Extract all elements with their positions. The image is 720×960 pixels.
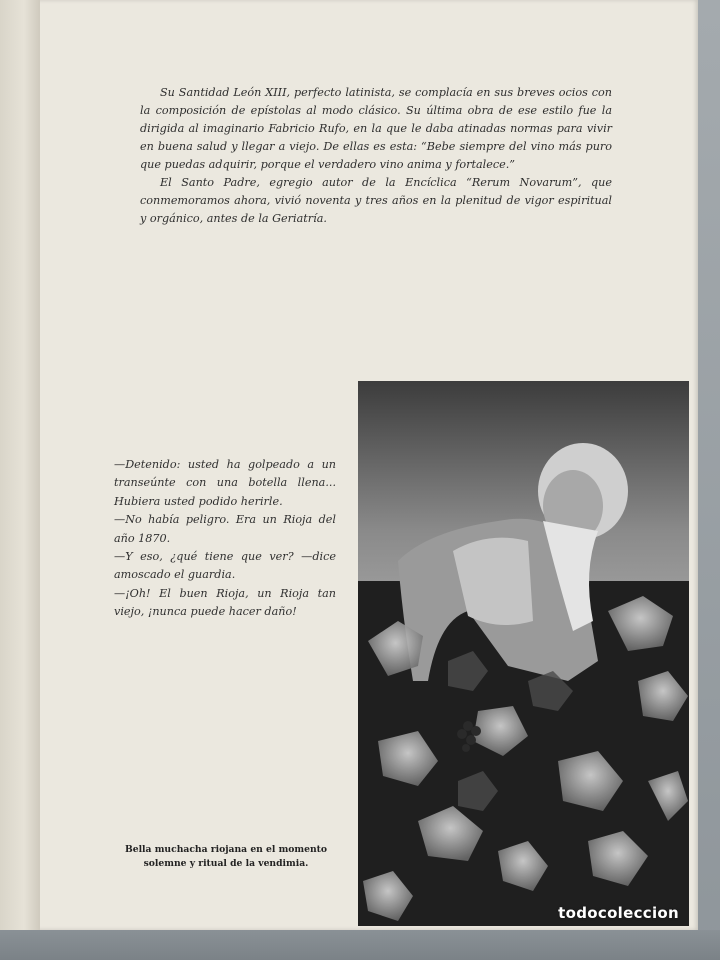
- vineyard-photo: [358, 381, 689, 926]
- dialogue-line: —Y eso, ¿qué tiene que ver? —dice amoscado el guardia.: [114, 550, 336, 582]
- page-edge-binding: [0, 0, 40, 960]
- photo-illustration: [358, 381, 689, 926]
- dialogue-line: —No había peligro. Era un Rioja del año 1870.: [114, 513, 336, 545]
- watermark-text: todocoleccion: [558, 904, 679, 922]
- dialogue-line: —¡Oh! El buen Rioja, un Rioja tan viejo, ¡nunca puede hacer daño!: [114, 586, 336, 619]
- paragraph-leon-xiii: Su Santidad León XIII, perfecto latinista, se complacía en sus breves ocios con la composición de epístolas al modo clásico. Su última obra de ese estilo fue la dirigida al imaginario Fabricio Rufo, en la que le daba atinadas normas para vivir en buena salud y llegar a viejo. De ellas es esta: “Bebe siempre del vino más puro que puedas adquirir, porque el verdadero vino anima y fortalece.”: [140, 86, 612, 171]
- paragraph-santo-padre: El Santo Padre, egregio autor de la Encíclica “Rerum Novarum”, que conmemoramos ahora, vivió noventa y tres años en la plenitud de vigor espiritual y orgánico, antes de la Geriatría.: [140, 176, 612, 225]
- scan-bottom-edge: [0, 930, 720, 960]
- dialogue-line: —Detenido: usted ha golpeado a un transeúnte con una botella llena... Hubiera usted podido herirle.: [114, 458, 336, 508]
- intro-text: [140, 84, 612, 228]
- photo-caption: Bella muchacha riojana en el momento solemne y ritual de la vendimia.: [124, 844, 328, 869]
- dialogue-block: [114, 456, 336, 622]
